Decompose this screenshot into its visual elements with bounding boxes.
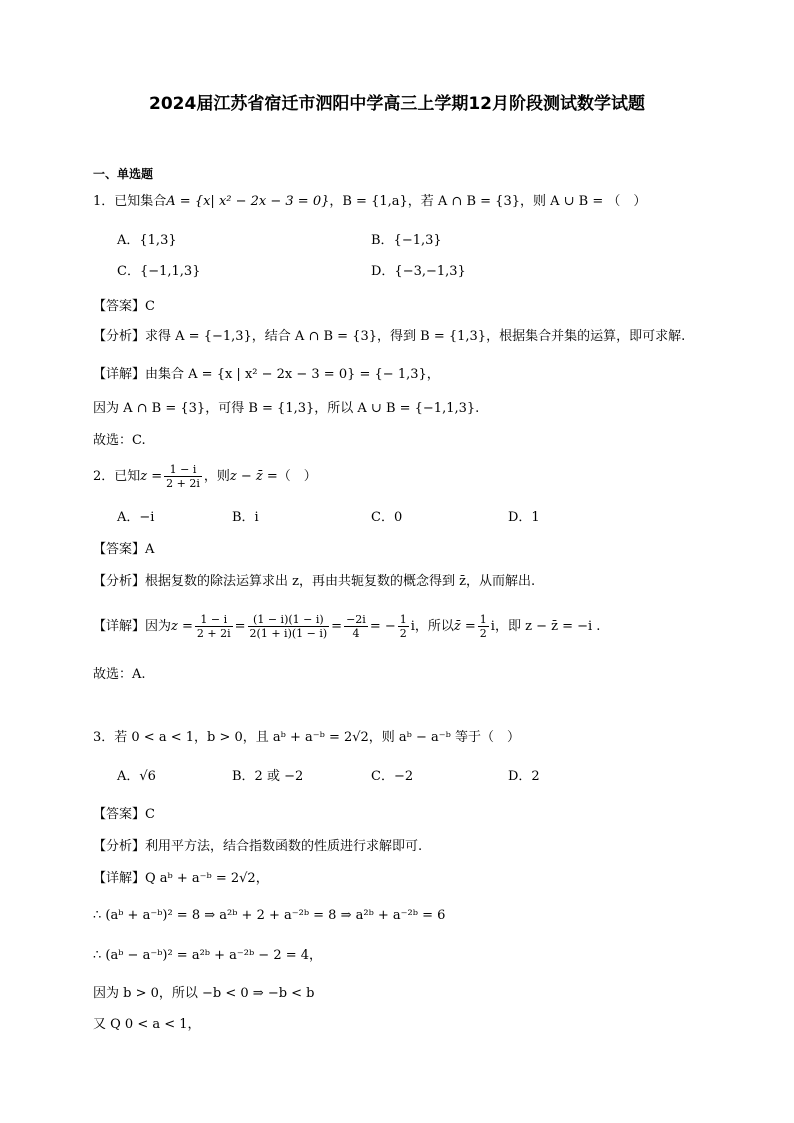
detail-text: Q aᵇ + a⁻ᵇ = 2√2， [145, 871, 269, 886]
answer-tag: 【答案】 [93, 299, 146, 314]
detail-zbar-imag: i [490, 619, 495, 634]
q2-stem [93, 462, 317, 492]
analysis-tag: 【分析】 [93, 329, 146, 344]
q3-detail-3: ∴ (aᵇ − a⁻ᵇ)² = a²ᵇ + a⁻²ᵇ − 2 = 4， [93, 948, 323, 963]
detail-fraction-half [398, 613, 409, 640]
fraction-denominator: 2 + 2i [166, 477, 200, 490]
q1-conclusion: 故选：C. [93, 433, 146, 448]
page-title: 2024届江苏省宿迁市泗阳中学高三上学期12月阶段测试数学试题 [149, 94, 645, 114]
answer-tag: 【答案】 [93, 542, 146, 557]
q2-z-fraction [164, 463, 202, 490]
q3-detail-2: ∴ (aᵇ + a⁻ᵇ)² = 8 ⇒ a²ᵇ + 2 + a⁻²ᵇ = 8 ⇒ a²ᵇ + a⁻²ᵇ = 6 [93, 908, 446, 923]
q2-option-a: A．−i [117, 510, 155, 525]
analysis-text: 根据复数的除法运算求出 z，再由共轭复数的概念得到 z̄，从而解出. [145, 574, 536, 589]
q3-detail [93, 870, 269, 888]
analysis-text: 求得 A = {−1,3}，结合 A ∩ B = {3}，得到 B = {1,3}，根据集合并集的运算，即可求解. [145, 329, 686, 344]
q1-option-a: A．{1,3} [117, 233, 177, 248]
detail-end: ，即 z − z̄ = −i . [494, 619, 601, 634]
answer-tag: 【答案】 [93, 807, 146, 822]
fraction-numerator: (1 − i)(1 − i) [248, 613, 330, 627]
q3-analysis [93, 838, 422, 856]
q1-detail [93, 366, 440, 384]
detail-imag-unit: i [410, 619, 415, 634]
q2-z-lhs: z = [140, 469, 163, 484]
q1-option-c: C．{−1,1,3} [117, 264, 201, 279]
q1-analysis [93, 328, 685, 346]
q2-z-minus-zbar: z − z̄ = [229, 469, 278, 484]
q1-stem [93, 193, 646, 211]
q2-conclusion: 故选：A. [93, 667, 146, 682]
detail-fraction-zbar [478, 613, 489, 640]
detail-tag: 【详解】 [93, 367, 146, 382]
detail-fraction-1 [195, 613, 233, 640]
q3-detail-4: 因为 b > 0，所以 −b < 0 ⇒ −b < b [93, 986, 315, 1001]
q1-detail-2: 因为 A ∩ B = {3}，可得 B = {1,3}，所以 A ∪ B = {−1,1,3}. [93, 401, 480, 416]
detail-pre: 因为 [145, 619, 172, 634]
q3-option-d: D．2 [508, 769, 540, 784]
detail-fraction-3 [344, 613, 368, 640]
q2-stem-end: （ ） [277, 469, 317, 484]
q1-option-d: D．{−3,−1,3} [371, 264, 466, 279]
analysis-tag: 【分析】 [93, 574, 146, 589]
fraction-denominator: 2 + 2i [196, 627, 231, 640]
fraction-denominator: 2(1 + i)(1 − i) [249, 627, 328, 640]
q1-stem-pre: 1．已知集合 [93, 194, 167, 209]
fraction-denominator: 4 [352, 627, 360, 640]
q2-option-c: C．0 [371, 510, 403, 525]
q1-option-b: B．{−1,3} [371, 233, 442, 248]
answer-value: C [145, 299, 155, 314]
detail-fraction-2 [248, 613, 330, 640]
q3-stem: 3．若 0 < a < 1，b > 0，且 aᵇ + a⁻ᵇ = 2√2，则 aᵇ − a⁻ᵇ 等于（ ） [93, 730, 520, 745]
q2-option-b: B．i [232, 510, 259, 525]
fraction-numerator: 1 [399, 613, 407, 626]
q2-stem-pre: 2．已知 [93, 469, 141, 484]
q1-set-a: A = {x| x² − 2x − 3 = 0} [166, 194, 330, 209]
q3-answer [93, 806, 155, 824]
fraction-numerator: 1 − i [195, 613, 233, 627]
fraction-denominator: 2 [479, 627, 487, 640]
q2-stem-post: ，则 [203, 469, 230, 484]
fraction-denominator: 2 [399, 627, 407, 640]
analysis-text: 利用平方法，结合指数函数的性质进行求解即可. [145, 839, 423, 854]
q2-analysis [93, 573, 535, 591]
detail-zbar: z̄ = [453, 619, 476, 634]
q3-option-b: B．2 或 −2 [232, 769, 304, 784]
q3-detail-5: 又 Q 0 < a < 1， [93, 1017, 201, 1032]
fraction-numerator: 1 − i [164, 463, 202, 477]
detail-tag: 【详解】 [93, 871, 146, 886]
q2-detail: 【详解】因为z = $\frac{1 - i}{2 + 2i}$ = $\frac{(1 - i)(1 - i)}{2(1 + i)(1 - i)}$ = $\frac{-2i}{4}$ = − $\frac{1}{2}$ i，所以z̄ = $\frac{1}{2}$ i，即 z − z̄ = −i . [93, 613, 601, 640]
answer-value: C [145, 807, 155, 822]
q1-answer [93, 298, 155, 316]
q3-option-c: C．−2 [371, 769, 414, 784]
detail-tag: 【详解】 [93, 619, 146, 634]
detail-mid: ，所以 [414, 619, 454, 634]
q1-set-b: ，B = {1,a}，若 A ∩ B = {3}，则 A ∪ B = （ ） [329, 194, 647, 209]
detail-result-sign: = − [369, 619, 396, 634]
q2-answer [93, 541, 154, 559]
section-heading: 一、单选题 [93, 167, 154, 181]
fraction-numerator: 1 [479, 613, 487, 626]
detail-text: 由集合 A = {x | x² − 2x − 3 = 0} = {− 1,3}， [145, 367, 440, 382]
q3-option-a: A．√6 [117, 769, 156, 784]
fraction-numerator: −2i [346, 613, 366, 626]
answer-value: A [145, 542, 155, 557]
analysis-tag: 【分析】 [93, 839, 146, 854]
q2-option-d: D．1 [508, 510, 540, 525]
